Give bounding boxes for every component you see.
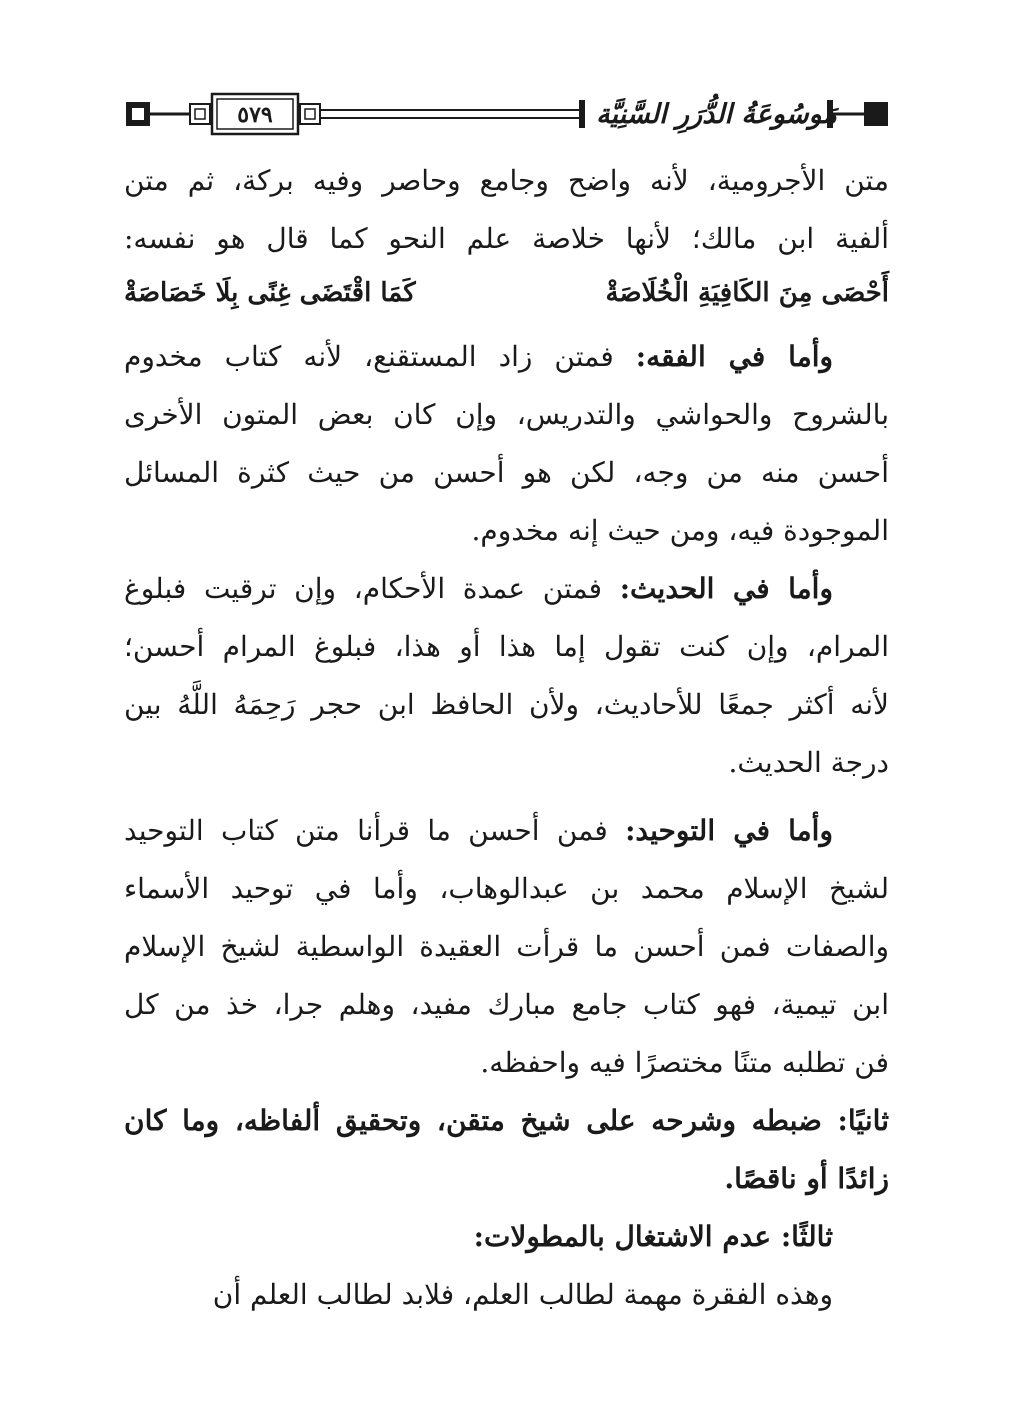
section-lead: وأما في الفقه: — [635, 340, 833, 373]
text-line: لأنه أكثر جمعًا للأحاديث، ولأن الحافظ ابن حجر رَحِمَهُ اللَّهُ بين — [124, 688, 889, 721]
paragraph-final — [124, 1266, 889, 1324]
text-line: زائدًا أو ناقصًا. — [724, 1162, 889, 1195]
text-line: ابن تيمية، فهو كتاب جامع مبارك مفيد، وهلم جرا، خذ من كل — [124, 988, 889, 1021]
text-line: أحسن منه من وجه، لكن هو أحسن من حيث كثرة المسائل — [124, 456, 889, 489]
paragraph-second-point — [124, 1092, 889, 1208]
section-lead: وأما في الحديث: — [619, 572, 833, 605]
section-heading: ثالثًا: عدم الاشتغال بالمطولات: — [473, 1220, 833, 1253]
text-line: المرام، وإن كنت تقول إما هذا أو هذا، فبلوغ المرام أحسن؛ — [124, 630, 889, 663]
paragraph-third-point — [124, 1208, 889, 1266]
page-header — [124, 86, 889, 144]
text-line: الموجودة فيه، ومن حيث إنه مخدوم. — [471, 514, 889, 547]
text-line: والصفات فمن أحسن ما قرأت العقيدة الواسطية لشيخ الإسلام — [124, 930, 889, 963]
text-line: ثانيًا: ضبطه وشرحه على شيخ متقن، وتحقيق ألفاظه، وما كان — [124, 1104, 889, 1137]
paragraph-grammar — [124, 152, 889, 268]
paragraph-tawhid — [124, 802, 889, 1092]
poetry-verse — [124, 268, 889, 318]
paragraph-fiqh — [124, 328, 889, 560]
text-line: لشيخ الإسلام محمد بن عبدالوهاب، وأما في توحيد الأسماء — [124, 872, 889, 905]
verse-second-hemistich: كَمَا اقْتَضَى غِنًى بِلَا خَصَاصَةْ — [124, 278, 416, 308]
text-line: فن تطلبه متنًا مختصرًا فيه واحفظه. — [480, 1046, 889, 1079]
page-number: ٥٧٩ — [237, 102, 273, 128]
verse-first-hemistich: أَحْصَى مِنَ الكَافِيَةِ الْخُلَاصَةْ — [605, 278, 889, 308]
page-body — [124, 152, 889, 1324]
text-line: وأما في الفقه: فمتن زاد المستقنع، لأنه كتاب مخدوم — [124, 340, 833, 373]
text-line: درجة الحديث. — [728, 746, 889, 779]
section-lead: وأما في التوحيد: — [625, 814, 833, 847]
book-title: مَوسُوعَةُ الدُّرَرِ السَّنِيَّة — [596, 99, 837, 130]
text-line: وأما في التوحيد: فمن أحسن ما قرأنا متن كتاب التوحيد — [124, 814, 833, 847]
paragraph-hadith — [124, 560, 889, 792]
text-line: وأما في الحديث: فمتن عمدة الأحكام، وإن ترقيت فبلوغ — [124, 572, 833, 605]
text-line: متن الأجرومية، لأنه واضح وجامع وحاصر وفيه بركة، ثم متن — [124, 164, 889, 197]
text-line: وهذه الفقرة مهمة لطالب العلم، فلابد لطالب العلم أن — [212, 1278, 833, 1311]
text-line: بالشروح والحواشي والتدريس، وإن كان بعض المتون الأخرى — [124, 398, 889, 431]
text-line: ألفية ابن مالك؛ لأنها خلاصة علم النحو كما قال هو نفسه: — [124, 222, 889, 255]
